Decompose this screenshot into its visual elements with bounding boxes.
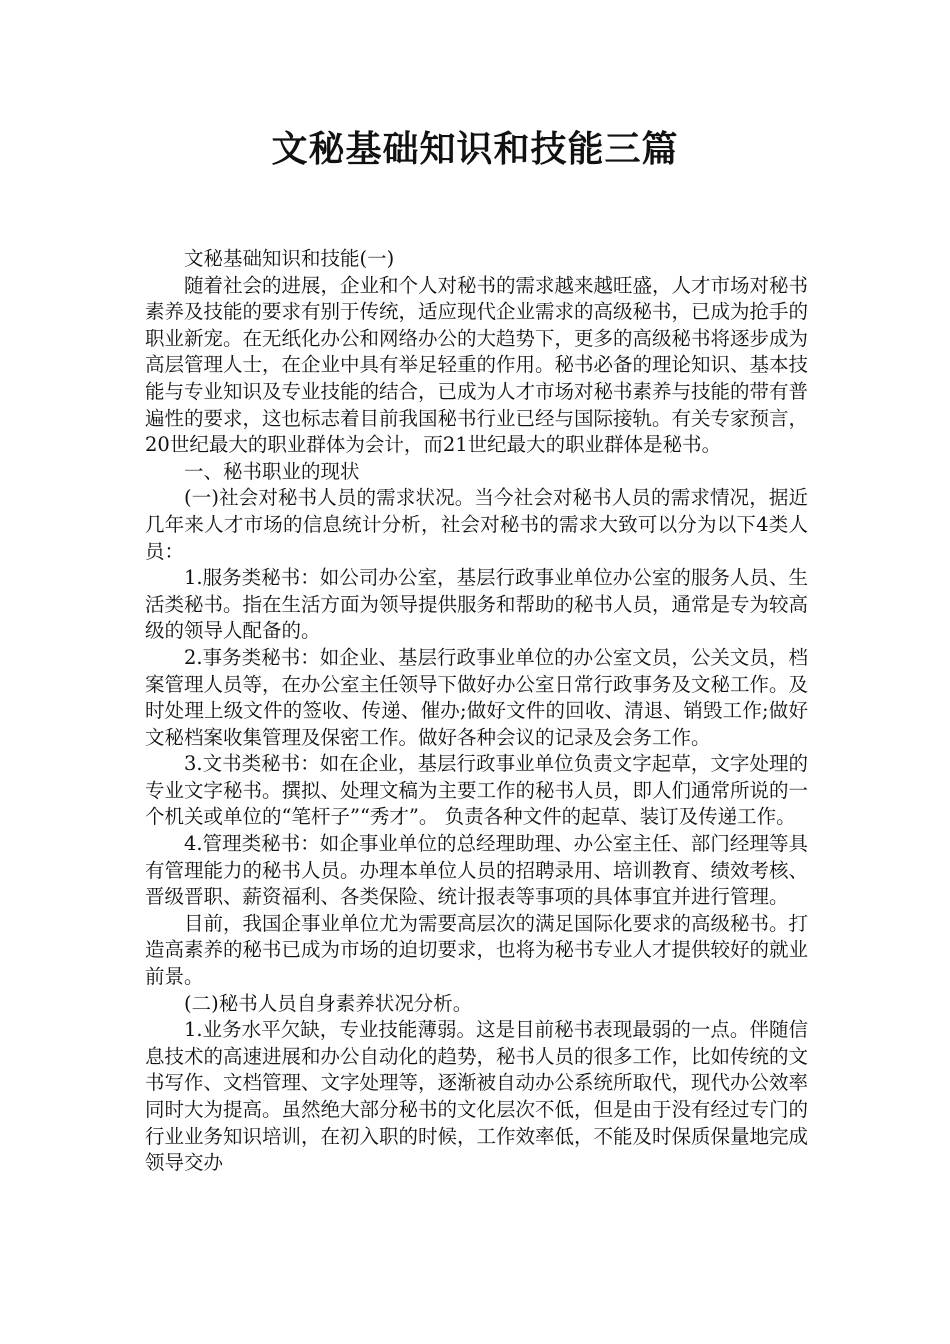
- body-paragraph: 随着社会的进展，企业和个人对秘书的需求越来越旺盛，人才市场对秘书素养及技能的要求有别于传统，适应现代企业需求的高级秘书，已成为抢手的职业新宠。在无纸化办公和网络办公的大趋势下，更多的高级秘书将逐步成为高层管理人士，在企业中具有举足轻重的作用。秘书必备的理论知识、基本技能与专业知识及专业技能的结合，已成为人才市场对秘书素养与技能的带有普遍性的要求，这也标志着目前我国秘书行业已经与国际接轨。有关专家预言，20世纪最大的职业群体为会计，而21世纪最大的职业群体是秘书。: [145, 273, 809, 457]
- subtitle-paragraph: 文秘基础知识和技能(一): [184, 247, 395, 270]
- list-item: 2.事务类秘书：如企业、基层行政事业单位的办公室文员，公关文员，档案管理人员等，在办公室主任领导下做好办公室日常行政事务及文秘工作。及时处理上级文件的签收、传递、催办;做好文件的回收、清退、销毁工作;做好文秘档案收集管理及保密工作。做好各种会议的记录及会务工作。: [145, 645, 809, 749]
- document-body: [145, 246, 808, 1177]
- section-heading: 一、秘书职业的现状: [184, 459, 360, 483]
- section-heading: (二)秘书人员自身素养状况分析。: [184, 991, 473, 1015]
- list-item: 1.服务类秘书：如公司办公室，基层行政事业单位办公室的服务人员、生活类秘书。指在生活方面为领导提供服务和帮助的秘书人员，通常是专为较高级的领导人配备的。: [145, 566, 809, 643]
- list-item: 4.管理类秘书：如企事业单位的总经理助理、办公室主任、部门经理等具有管理能力的秘书人员。办理本单位人员的招聘录用、培训教育、绩效考核、晋级晋职、薪资福利、各类保险、统计报表等事项的具体事宜并进行管理。: [145, 832, 809, 909]
- body-paragraph: (一)社会对秘书人员的需求状况。当今社会对秘书人员的需求情况，据近几年来人才市场的信息统计分析，社会对秘书的需求大致可以分为以下4类人员：: [145, 486, 808, 563]
- list-item: 1.业务水平欠缺，专业技能薄弱。这是目前秘书表现最弱的一点。伴随信息技术的高速进展和办公自动化的趋势，秘书人员的很多工作，比如传统的文书写作、文档管理、文字处理等，逐渐被自动办公系统所取代，现代办公效率同时大为提高。虽然绝大部分秘书的文化层次不低，但是由于没有经过专门的行业业务知识培训，在初入职的时候，工作效率低，不能及时保质保量地完成领导交办: [145, 1018, 809, 1175]
- document-title: 文秘基础知识和技能三篇: [271, 129, 679, 170]
- body-paragraph: 目前，我国企事业单位尤为需要高层次的满足国际化要求的高级秘书。打造高素养的秘书已成为市场的迫切要求，也将为秘书专业人才提供较好的就业前景。: [145, 911, 809, 989]
- list-item: 3.文书类秘书：如在企业，基层行政事业单位负责文字起草，文字处理的专业文字秘书。撰拟、处理文稿为主要工作的秘书人员，即人们通常所说的一个机关或单位的“笔杆子”“秀才”。 负责各种文件的起草、装订及传递工作。: [145, 752, 809, 829]
